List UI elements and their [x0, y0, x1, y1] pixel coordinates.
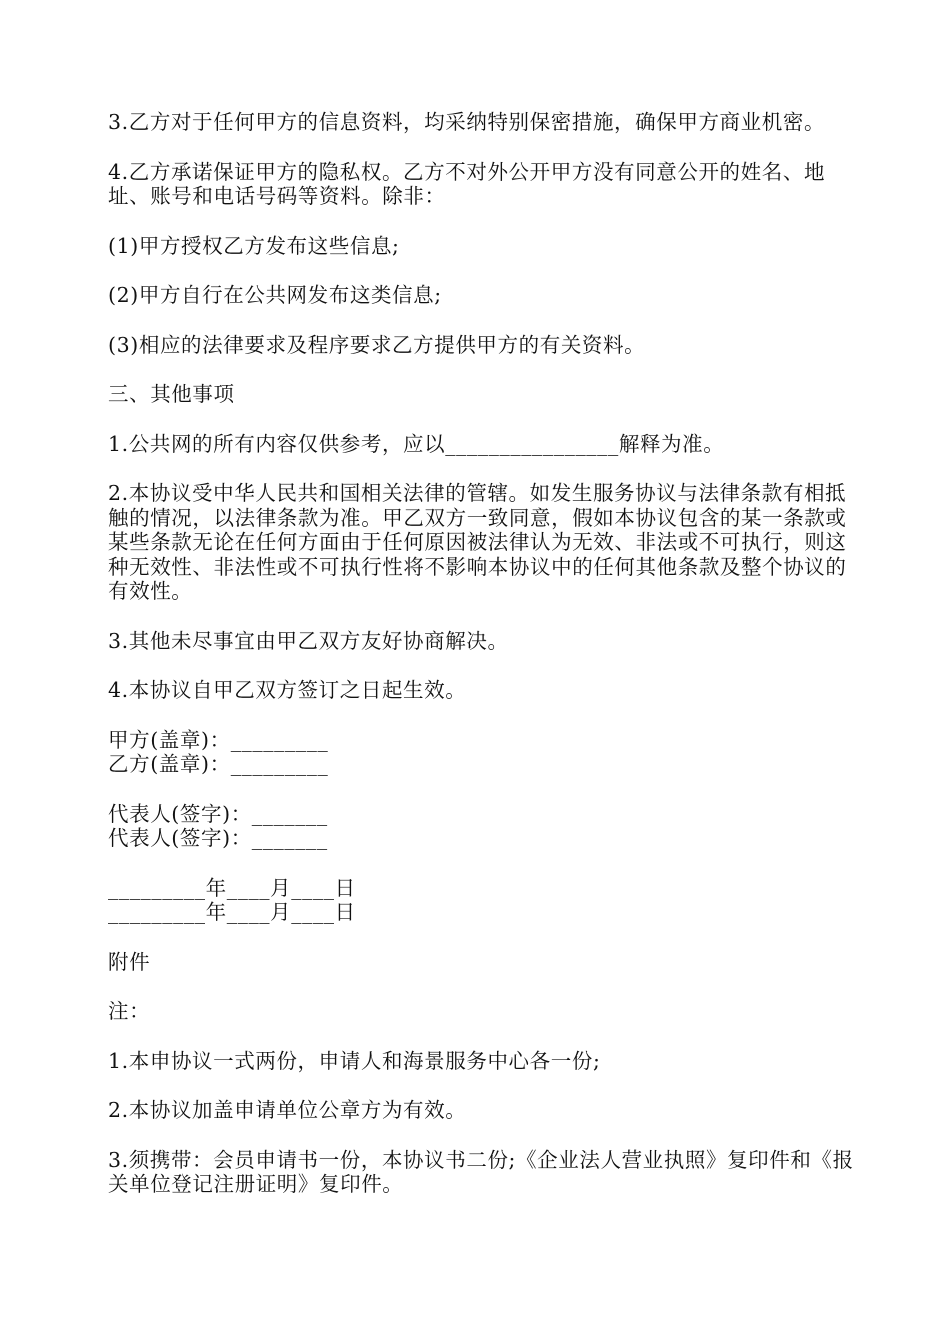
exception-item-1: (1)甲方授权乙方发布这些信息;: [108, 233, 400, 258]
representative-a-signature-line: 代表人(签字)：_______: [108, 801, 328, 826]
clause-effective-date: 4.本协议自甲乙双方签订之日起生效。: [108, 678, 467, 702]
representative-b-signature-line: 代表人(签字)：_______: [108, 826, 328, 850]
exception-item-3: (3)相应的法律要求及程序要求乙方提供甲方的有关资料。: [108, 332, 646, 357]
document-page: [108, 110, 860, 1222]
clause-privacy: 4.乙方承诺保证甲方的隐私权。乙方不对外公开甲方没有同意公开的姓名、地址、账号和电话号码等资料。除非：: [108, 159, 826, 208]
party-b-seal-line: 乙方(盖章)：_________: [108, 752, 329, 776]
note-item-2: 2.本协议加盖申请单位公章方为有效。: [108, 1098, 467, 1122]
attachment-heading: 附件: [108, 949, 151, 974]
date-block: [108, 876, 860, 925]
note-item-1: 1.本申协议一式两份，申请人和海景服务中心各一份;: [108, 1048, 601, 1073]
party-a-seal-line: 甲方(盖章)：_________: [108, 727, 329, 752]
clause-interpretation: 1.公共网的所有内容仅供参考，应以________________解释为准。: [108, 431, 725, 456]
clause-negotiation: 3.其他未尽事宜由甲乙双方友好协商解决。: [108, 628, 509, 653]
clause-governing-law: 2.本协议受中华人民共和国相关法律的管辖。如发生服务协议与法律条款有相抵触的情况，以法律条款为准。甲乙双方一致同意，假如本协议包含的某一条款或某些条款无论在任何方面由于任何原因被法律认为无效、非法或不可执行，则这种无效性、非法性或不可执行性将不影响本协议中的任何其他条款及整个协议的有效性。: [108, 481, 847, 603]
representative-block: [108, 802, 860, 851]
date-line-b: _________年____月____日: [108, 900, 356, 924]
seal-block: [108, 728, 860, 777]
section-heading-other-matters: 三、其他事项: [108, 382, 235, 406]
clause-confidentiality: 3.乙方对于任何甲方的信息资料，均采纳特别保密措施，确保甲方商业机密。: [108, 110, 826, 134]
notes-heading: 注：: [108, 999, 151, 1023]
exception-item-2: (2)甲方自行在公共网发布这类信息;: [108, 283, 442, 307]
note-item-3: 3.须携带：会员申请书一份，本协议书二份;《企业法人营业执照》复印件和《报关单位登记注册证明》复印件。: [108, 1147, 854, 1196]
date-line-a: _________年____月____日: [108, 875, 356, 900]
